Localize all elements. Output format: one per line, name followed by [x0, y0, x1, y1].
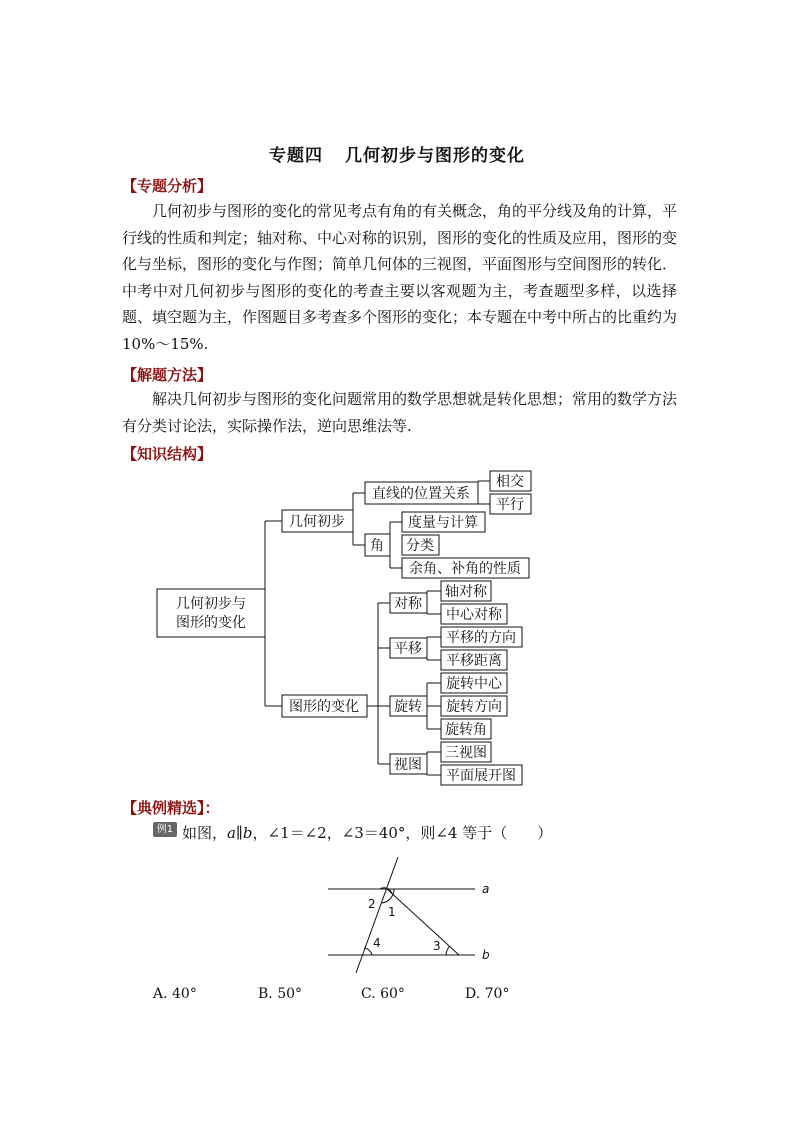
node-line-relation: 直线的位置关系	[372, 486, 470, 502]
title-main: 几何初步与图形的变化	[345, 146, 525, 166]
node-translation: 平移	[394, 641, 422, 657]
node-rotation: 旋转	[394, 699, 422, 715]
node-rotation-center: 旋转中心	[446, 676, 502, 692]
example-badge: 例1	[153, 822, 177, 837]
node-three-views: 三视图	[445, 745, 487, 761]
angle-label-4: 4	[373, 936, 381, 950]
bisector-segment	[387, 889, 459, 955]
node-parallel: 平行	[496, 497, 524, 513]
heading-examples: 【典例精选】：	[122, 799, 220, 817]
option-a[interactable]: A. 40°	[153, 986, 197, 1002]
example1-figure	[328, 857, 475, 973]
node-intersect: 相交	[496, 474, 524, 490]
option-b[interactable]: B. 50°	[258, 986, 303, 1002]
question-prefix: 如图，	[182, 824, 228, 842]
label-b: b	[482, 948, 490, 962]
analysis-text: 几何初步与图形的变化的常见考点有角的有关概念，角的平分线及角的计算，平行线的性质和判定；轴对称、中心对称的识别，图形的变化的性质及应用，图形的变化与坐标，图形的变化与作图；简单几何体的三视图，平面图形与空间图形的转化．中考中对几何初步与图形的变化的考查主要以客观题为主，考查题型多样，以选择题、填空题为主，作图题目多考查多个图形的变化；本专题在中考中所占的比重约为 10%～15%.	[122, 202, 678, 353]
angle-label-2: 2	[368, 897, 376, 911]
node-translation-distance: 平移距离	[446, 653, 502, 669]
title-prefix: 专题四	[269, 146, 323, 166]
node-net-unfolding: 平面展开图	[446, 768, 516, 784]
question-parallel: a∥b	[227, 824, 253, 842]
node-rotation-direction: 旋转方向	[446, 699, 502, 715]
node-angle: 角	[370, 538, 384, 554]
angle-label-1: 1	[388, 905, 396, 919]
root-label-2: 图形的变化	[176, 615, 246, 631]
node-measure-calc: 度量与计算	[408, 515, 478, 531]
question-body: ，∠1＝∠2，∠3＝40°，则∠4 等于（ ）	[252, 824, 553, 842]
node-classification: 分类	[406, 538, 434, 554]
node-complement-supplement: 余角、补角的性质	[409, 561, 521, 577]
label-a: a	[482, 882, 490, 896]
heading-analysis: 【专题分析】	[122, 177, 213, 195]
root-label-1: 几何初步与	[176, 596, 246, 612]
node-central-symmetry: 中心对称	[446, 607, 502, 623]
node-translation-direction: 平移的方向	[446, 630, 516, 646]
heading-structure: 【知识结构】	[122, 445, 213, 463]
angle-label-3: 3	[433, 939, 441, 953]
branch-transformations: 图形的变化	[289, 699, 359, 715]
node-rotation-angle: 旋转角	[445, 722, 487, 738]
option-c[interactable]: C. 60°	[361, 986, 405, 1002]
node-axial-symmetry: 轴对称	[445, 584, 487, 600]
node-views: 视图	[394, 757, 422, 773]
example1-question	[182, 822, 552, 843]
option-d[interactable]: D. 70°	[465, 986, 510, 1002]
method-text: 解决几何初步与图形的变化问题常用的数学思想就是转化思想；常用的数学方法有分类讨论法，实际操作法，逆向思维法等.	[122, 390, 678, 435]
node-symmetry: 对称	[394, 596, 422, 612]
heading-method: 【解题方法】	[122, 366, 213, 384]
branch-geometry-basics: 几何初步	[289, 514, 345, 530]
